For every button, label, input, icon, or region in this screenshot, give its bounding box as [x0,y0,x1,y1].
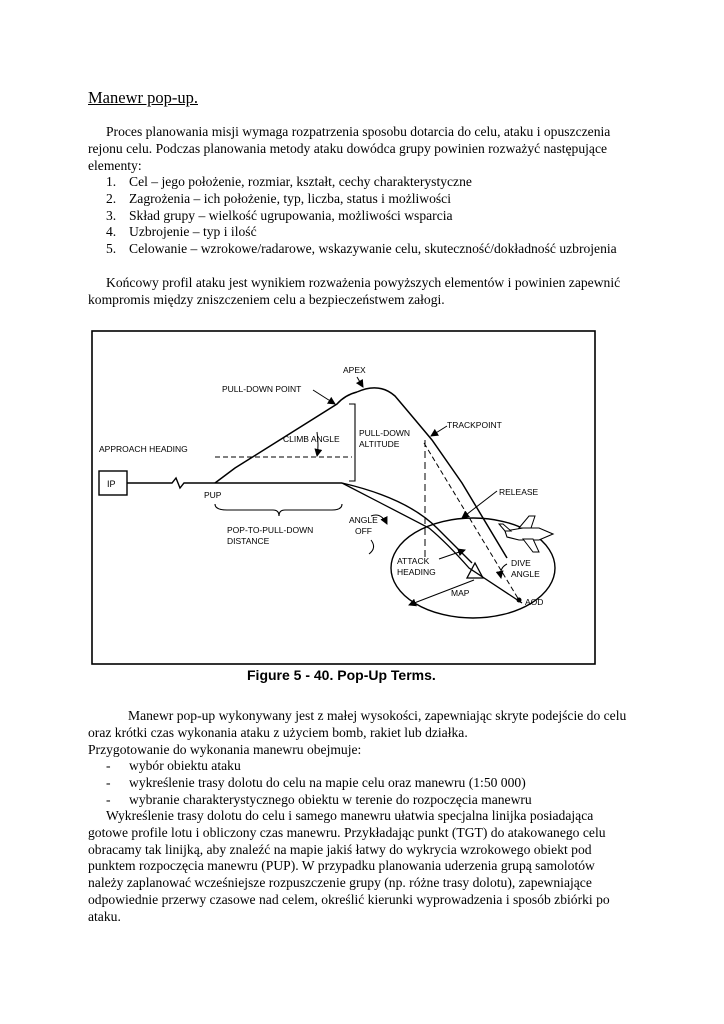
pull-down-point-label: PULL-DOWN POINT [222,384,302,394]
intro-paragraph [88,124,628,174]
figure-frame [92,331,595,664]
list-dash: - [106,758,111,773]
attack-heading-label-2: HEADING [397,567,436,577]
list-text: Uzbrojenie – typ i ilość [129,224,257,240]
apex-dive-path [357,388,507,558]
planning-elements-list [106,174,626,258]
summary-paragraph [88,275,628,309]
pull-down-altitude-label-1: PULL-DOWN [359,428,411,438]
dive-angle-arc [501,564,507,578]
list-item [106,792,626,809]
summary-text: Końcowy profil ataku jest wynikiem rozważenia powyższych elementów i powinien zapewnić kompromis między zniszczeniem celu a bezpieczeństwem załogi. [88,275,621,307]
pop-to-pull-down-label-1: POP-TO-PULL-DOWN [227,525,314,535]
list-text: wybór obiektu ataku [129,758,241,773]
list-item [106,208,626,225]
list-item [106,758,626,775]
release-arrow [462,491,497,518]
list-number: 1. [106,174,117,189]
list-text: wykreślenie trasy dolotu do celu na mapie celu oraz manewru (1:50 000) [129,774,526,790]
list-item [106,775,626,792]
figure-caption: Figure 5 - 40. Pop-Up Terms. [247,667,436,683]
pull-down-altitude-label-2: ALTITUDE [359,439,400,449]
list-item [106,241,626,258]
route-plotting-paragraph [88,808,628,926]
aod-label: AOD [525,597,544,607]
list-text: Skład grupy – wielkość ugrupowania, możliwości wsparcia [129,207,453,223]
list-item [106,174,626,191]
trackpoint-label: TRACKPOINT [447,420,502,430]
dive-angle-label-2: ANGLE [511,569,540,579]
popup-description-text: Manewr pop-up wykonywany jest z małej wysokości, zapewniając skryte podejście do celu oraz krótki czas wykonania ataku z użyciem bomb, rakiet lub działka. [88,708,627,740]
pup-label: PUP [204,490,222,500]
list-text: wybranie charakterystycznego obiektu w terenie do rozpoczęcia manewru [129,791,532,807]
preparation-intro-text: Przygotowanie do wykonania manewru obejmuje: [88,741,362,757]
attack-heading-arrow [439,550,465,559]
approach-track [127,478,215,488]
pull-down-altitude-bracket [349,404,355,481]
list-number: 2. [106,190,117,206]
attack-heading-label-1: ATTACK [397,556,430,566]
apex-label: APEX [343,365,366,375]
aircraft-icon [499,516,553,552]
angle-off-line [342,483,522,603]
approach-heading-label: APPROACH HEADING [99,444,188,454]
list-number: 3. [106,207,117,223]
list-item [106,191,626,208]
route-plotting-text: Wykreślenie trasy dolotu do celu i samego manewru ułatwia specjalna linijka posiadająca gotowe profile lotu i obliczony czas manewru. Przykładając punkt (TGT) do atakowanego celu obracamy tak linijką, aby znaleźć na mapie jakiś łatwy do wykrycia wzrokowego obiekt pod punktem rozpoczęcia manewru (PUP). W przypadku planowania uderzenia grupą samolotów należy zaplanować wcześniejsze rozpuszczenie grupy (np. różne trasy dolotu), zapewniające odpowiednie przerwy czasowe nad celem, określić kierunki wyprowadzenia i sposób zbiórki po ataku. [88,808,610,924]
climb-angle-arc [317,432,318,456]
pop-up-terms-figure [87,328,600,690]
preparation-steps-list [106,758,626,808]
pop-to-pull-down-label-2: DISTANCE [227,536,270,546]
list-text: Zagrożenia – ich położenie, typ, liczba, status i możliwości [129,190,451,206]
list-dash: - [106,791,111,807]
angle-off-label-1: ANGLE [349,515,378,525]
trackpoint-arrow [431,426,447,436]
pop-to-pull-down-brace [215,504,342,516]
angle-off-arc-2 [369,540,374,554]
list-text: Cel – jego położenie, rozmiar, kształt, cechy charakterystyczne [129,174,472,189]
popup-description-paragraph [88,708,628,758]
ip-label: IP [107,479,116,489]
page-title: Manewr pop-up. [88,88,198,107]
intro-text: Proces planowania misji wymaga rozpatrzenia sposobu dotarcia do celu, ataku i opuszczenia rejonu celu. Podczas planowania metody ataku dowódca grupy powinien rozważyć następujące elementy: [88,124,611,173]
apex-arrow [357,377,363,387]
dive-angle-label-1: DIVE [511,558,531,568]
list-number: 4. [106,224,117,240]
list-dash: - [106,774,111,790]
release-label: RELEASE [499,487,539,497]
map-label: MAP [451,588,470,598]
angle-off-label-2: OFF [355,526,372,536]
list-number: 5. [106,241,117,257]
list-text: Celowanie – wzrokowe/radarowe, wskazywanie celu, skuteczność/dokładność uzbrojenia [129,241,617,257]
climb-angle-label: CLIMB ANGLE [283,434,340,444]
list-item [106,224,626,241]
pull-down-point-arrow [313,390,335,404]
